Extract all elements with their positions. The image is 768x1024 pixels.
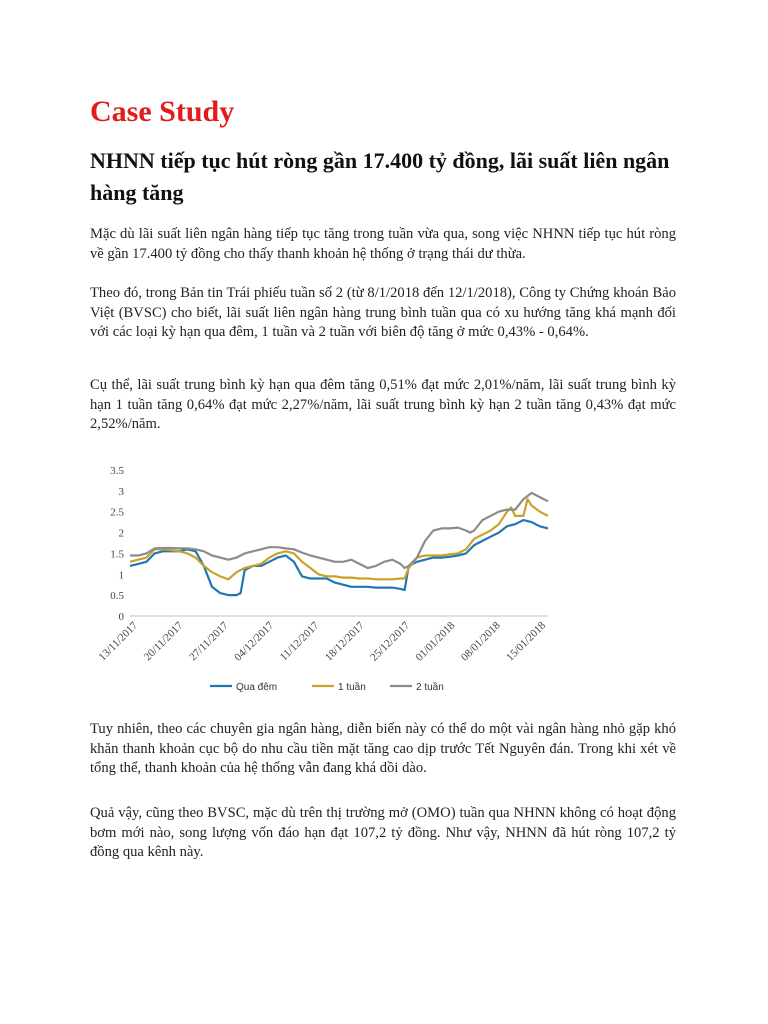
y-tick-label: 0.5 — [110, 590, 124, 603]
legend-label-0: Qua đêm — [236, 682, 278, 693]
paragraph-omo: Quả vậy, cũng theo BVSC, mặc dù trên thị trường mở (OMO) tuần qua NHNN không có hoạt động bơm mới nào, song lượng vốn đáo hạn đạt 107,2 tỷ đồng. Như vậy, NHNN đã hút ròng 107,2 tỷ đồng qua kênh này. — [90, 805, 676, 860]
x-tick-label: 15/01/2018 — [504, 619, 549, 664]
y-tick-label: 3.5 — [110, 465, 124, 477]
interbank-rate-chart-svg — [90, 458, 560, 704]
y-tick-label: 0 — [118, 611, 124, 623]
y-tick-label: 2 — [118, 527, 124, 540]
y-tick-label: 3 — [118, 485, 124, 498]
x-tick-label: 01/01/2018 — [413, 619, 458, 664]
legend-label-1: 1 tuần — [338, 682, 366, 693]
x-tick-label: 11/12/2017 — [277, 619, 322, 664]
paragraph-bvsc-report: Theo đó, trong Bản tin Trái phiếu tuần số 2 (từ 8/1/2018 đến 12/1/2018), Công ty Chứng khoán Bảo Việt (BVSC) cho biết, lãi suất liên ngân hàng trung bình tuần qua có xu hướng tăng khá mạnh đối với các loại kỳ hạn qua đêm, 1 tuần và 2 tuần với biên độ tăng ở mức 0,43% - 0,64%. — [90, 285, 676, 340]
x-tick-label: 27/11/2017 — [187, 619, 231, 664]
x-tick-label: 13/11/2017 — [96, 619, 141, 664]
x-tick-label: 04/12/2017 — [232, 619, 277, 664]
paragraph-rate-details: Cụ thể, lãi suất trung bình kỳ hạn qua đêm tăng 0,51% đạt mức 2,01%/năm, lãi suất trung bình kỳ hạn 1 tuần tăng 0,64% đạt mức 2,27%/năm, lãi suất trung bình kỳ hạn 2 tuần tăng 0,43% đạt mức 2,52%/năm. — [90, 377, 676, 432]
y-tick-label: 2.5 — [110, 506, 124, 519]
case-study-title: Case Study — [90, 95, 235, 128]
legend-label-2: 2 tuần — [416, 682, 444, 693]
y-tick-label: 1.5 — [110, 548, 124, 561]
interbank-rate-chart — [90, 458, 560, 704]
x-tick-label: 20/11/2017 — [141, 619, 186, 664]
y-tick-label: 1 — [118, 569, 124, 582]
x-tick-label: 18/12/2017 — [322, 619, 367, 664]
series-line-0 — [130, 520, 548, 595]
paragraph-expert-opinion: Tuy nhiên, theo các chuyên gia ngân hàng, diễn biến này có thể do một vài ngân hàng nhỏ gặp khó khăn thanh khoản cục bộ do nhu cầu tiền mặt tăng cao dịp trước Tết Nguyên đán. Trong khi xét về tổng thể, thanh khoản của hệ thống vẫn đang khá dồi dào. — [90, 721, 676, 776]
article-headline: NHNN tiếp tục hút ròng gần 17.400 tỷ đồng, lãi suất liên ngân hàng tăng — [90, 148, 670, 205]
x-tick-label: 08/01/2018 — [458, 619, 503, 664]
x-tick-label: 25/12/2017 — [368, 619, 413, 664]
paragraph-intro: Mặc dù lãi suất liên ngân hàng tiếp tục tăng trong tuần vừa qua, song việc NHNN tiếp tục hút ròng về gần 17.400 tỷ đồng cho thấy thanh khoản hệ thống ở trạng thái dư thừa. — [90, 226, 676, 262]
